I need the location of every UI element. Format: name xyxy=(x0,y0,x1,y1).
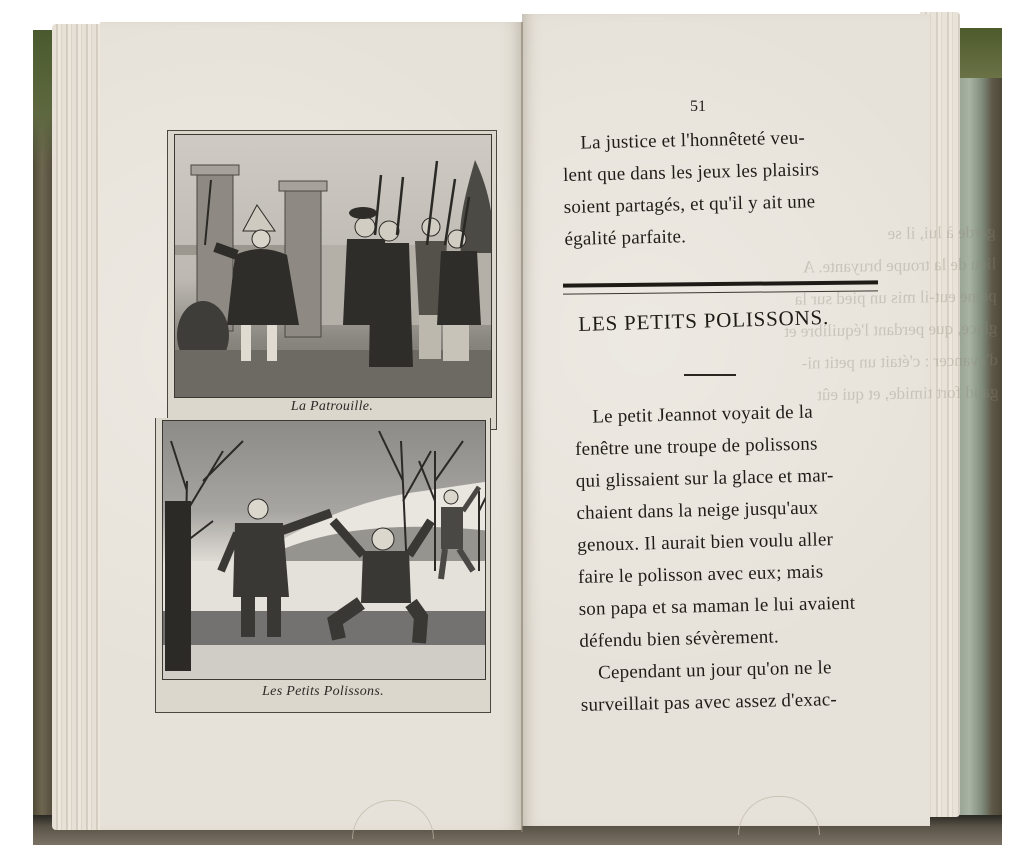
text-line: son papa et sa maman le lui avaient xyxy=(578,592,856,620)
page-number: 51 xyxy=(690,98,706,115)
text-line: genoux. Il aurait bien voulu aller xyxy=(577,529,834,556)
text-line: défendu bien sévèrement. xyxy=(579,626,780,652)
page-curl-mark xyxy=(352,800,434,839)
text-line: surveillait pas avec assez d'exac- xyxy=(580,689,838,716)
plate-caption: La Patrouille. xyxy=(290,399,374,414)
text-line: qui glissaient sur la glace et mar- xyxy=(575,465,834,492)
plate-la-patrouille xyxy=(167,130,497,430)
chapter-title: LES PETITS POLISSONS. xyxy=(578,304,830,336)
plate-caption: Les Petits Polissons. xyxy=(262,684,384,699)
page-curl-mark xyxy=(738,796,820,835)
text-line: soient partagés, et qu'il y ait une xyxy=(563,191,816,218)
text-line: égalité parfaite. xyxy=(564,226,687,250)
ghost-line: garde à lui, il se xyxy=(887,222,996,244)
ghost-line: d'avancer : c'était un petit ni- xyxy=(801,350,999,373)
gutter xyxy=(521,22,523,832)
title-underline xyxy=(684,374,736,376)
text-line: faire le polisson avec eux; mais xyxy=(577,561,824,588)
paragraph-closing xyxy=(562,121,895,256)
text-line: Cependant un jour qu'on ne le xyxy=(597,657,832,684)
ghost-line: gaud fort timide, et qui eût xyxy=(817,382,999,405)
paragraph-story xyxy=(574,395,911,722)
ghost-line: glace, que perdant l'équilibre et xyxy=(784,318,998,341)
plate-les-petits-polissons xyxy=(155,418,491,713)
ghost-line: peine eut-il mis un pied sur la xyxy=(794,286,997,309)
text-line: lent que dans les jeux les plaisirs xyxy=(562,159,820,186)
ghost-line: lieu de la troupe bruyante. A xyxy=(802,254,997,277)
engraving-skaters xyxy=(162,420,486,680)
text-line: Le petit Jeannot voyait de la xyxy=(592,401,814,428)
engraving-patrol xyxy=(174,134,492,398)
text-line: fenêtre une troupe de polissons xyxy=(574,433,818,460)
text-line: La justice et l'honnêteté veu- xyxy=(580,127,806,154)
text-line: chaient dans la neige jusqu'aux xyxy=(576,497,819,524)
